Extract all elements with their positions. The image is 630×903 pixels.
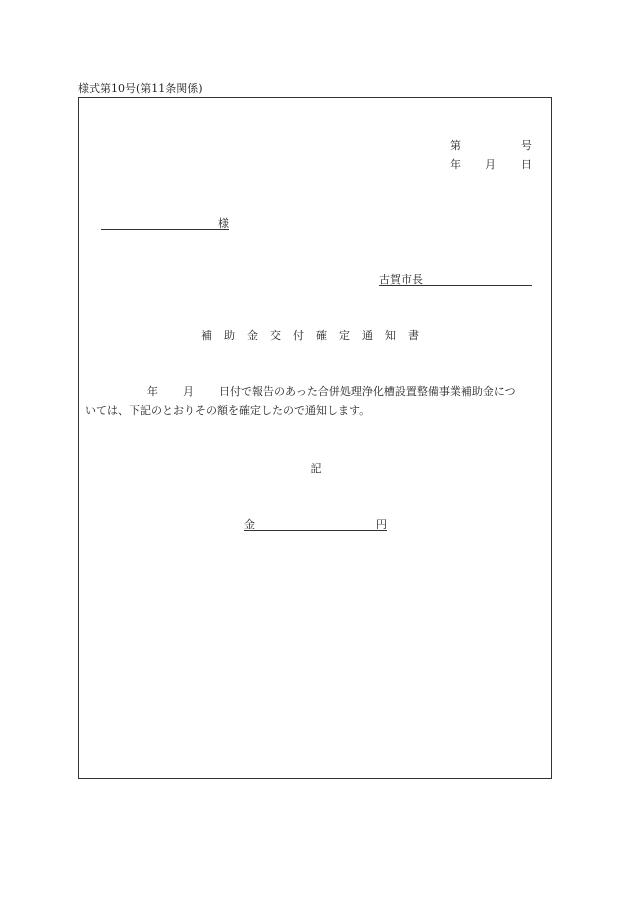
amount-prefix: 金: [244, 518, 255, 531]
body-month-label: 月: [183, 385, 194, 398]
date-day-label: 日: [521, 158, 532, 171]
issuer-line: [379, 271, 532, 286]
date-month-label: 月: [485, 158, 496, 171]
document-title: 補助金交付確定通知書: [201, 329, 431, 342]
date-year-label: 年: [450, 158, 461, 171]
body-line-1: [85, 382, 545, 401]
amount-line: [244, 516, 387, 531]
form-number-label: 様式第10号(第11条関係): [78, 82, 203, 95]
body-line-2: いては、下記のとおりその額を確定したので通知します。: [85, 404, 371, 417]
document-number-prefix: 第: [450, 139, 461, 152]
issuer-name: 古賀市長: [379, 273, 423, 286]
body-line-1-text: 日付で報告のあった合併処理浄化槽設置整備事業補助金につ: [219, 385, 516, 398]
ki-heading: 記: [310, 462, 322, 475]
document-frame: [78, 97, 552, 779]
document-number-suffix: 号: [521, 139, 532, 152]
addressee-line: [101, 215, 229, 230]
addressee-honorific: 様: [218, 217, 229, 230]
body-year-label: 年: [147, 385, 158, 398]
body-paragraph: [85, 382, 545, 420]
amount-suffix: 円: [376, 518, 387, 531]
